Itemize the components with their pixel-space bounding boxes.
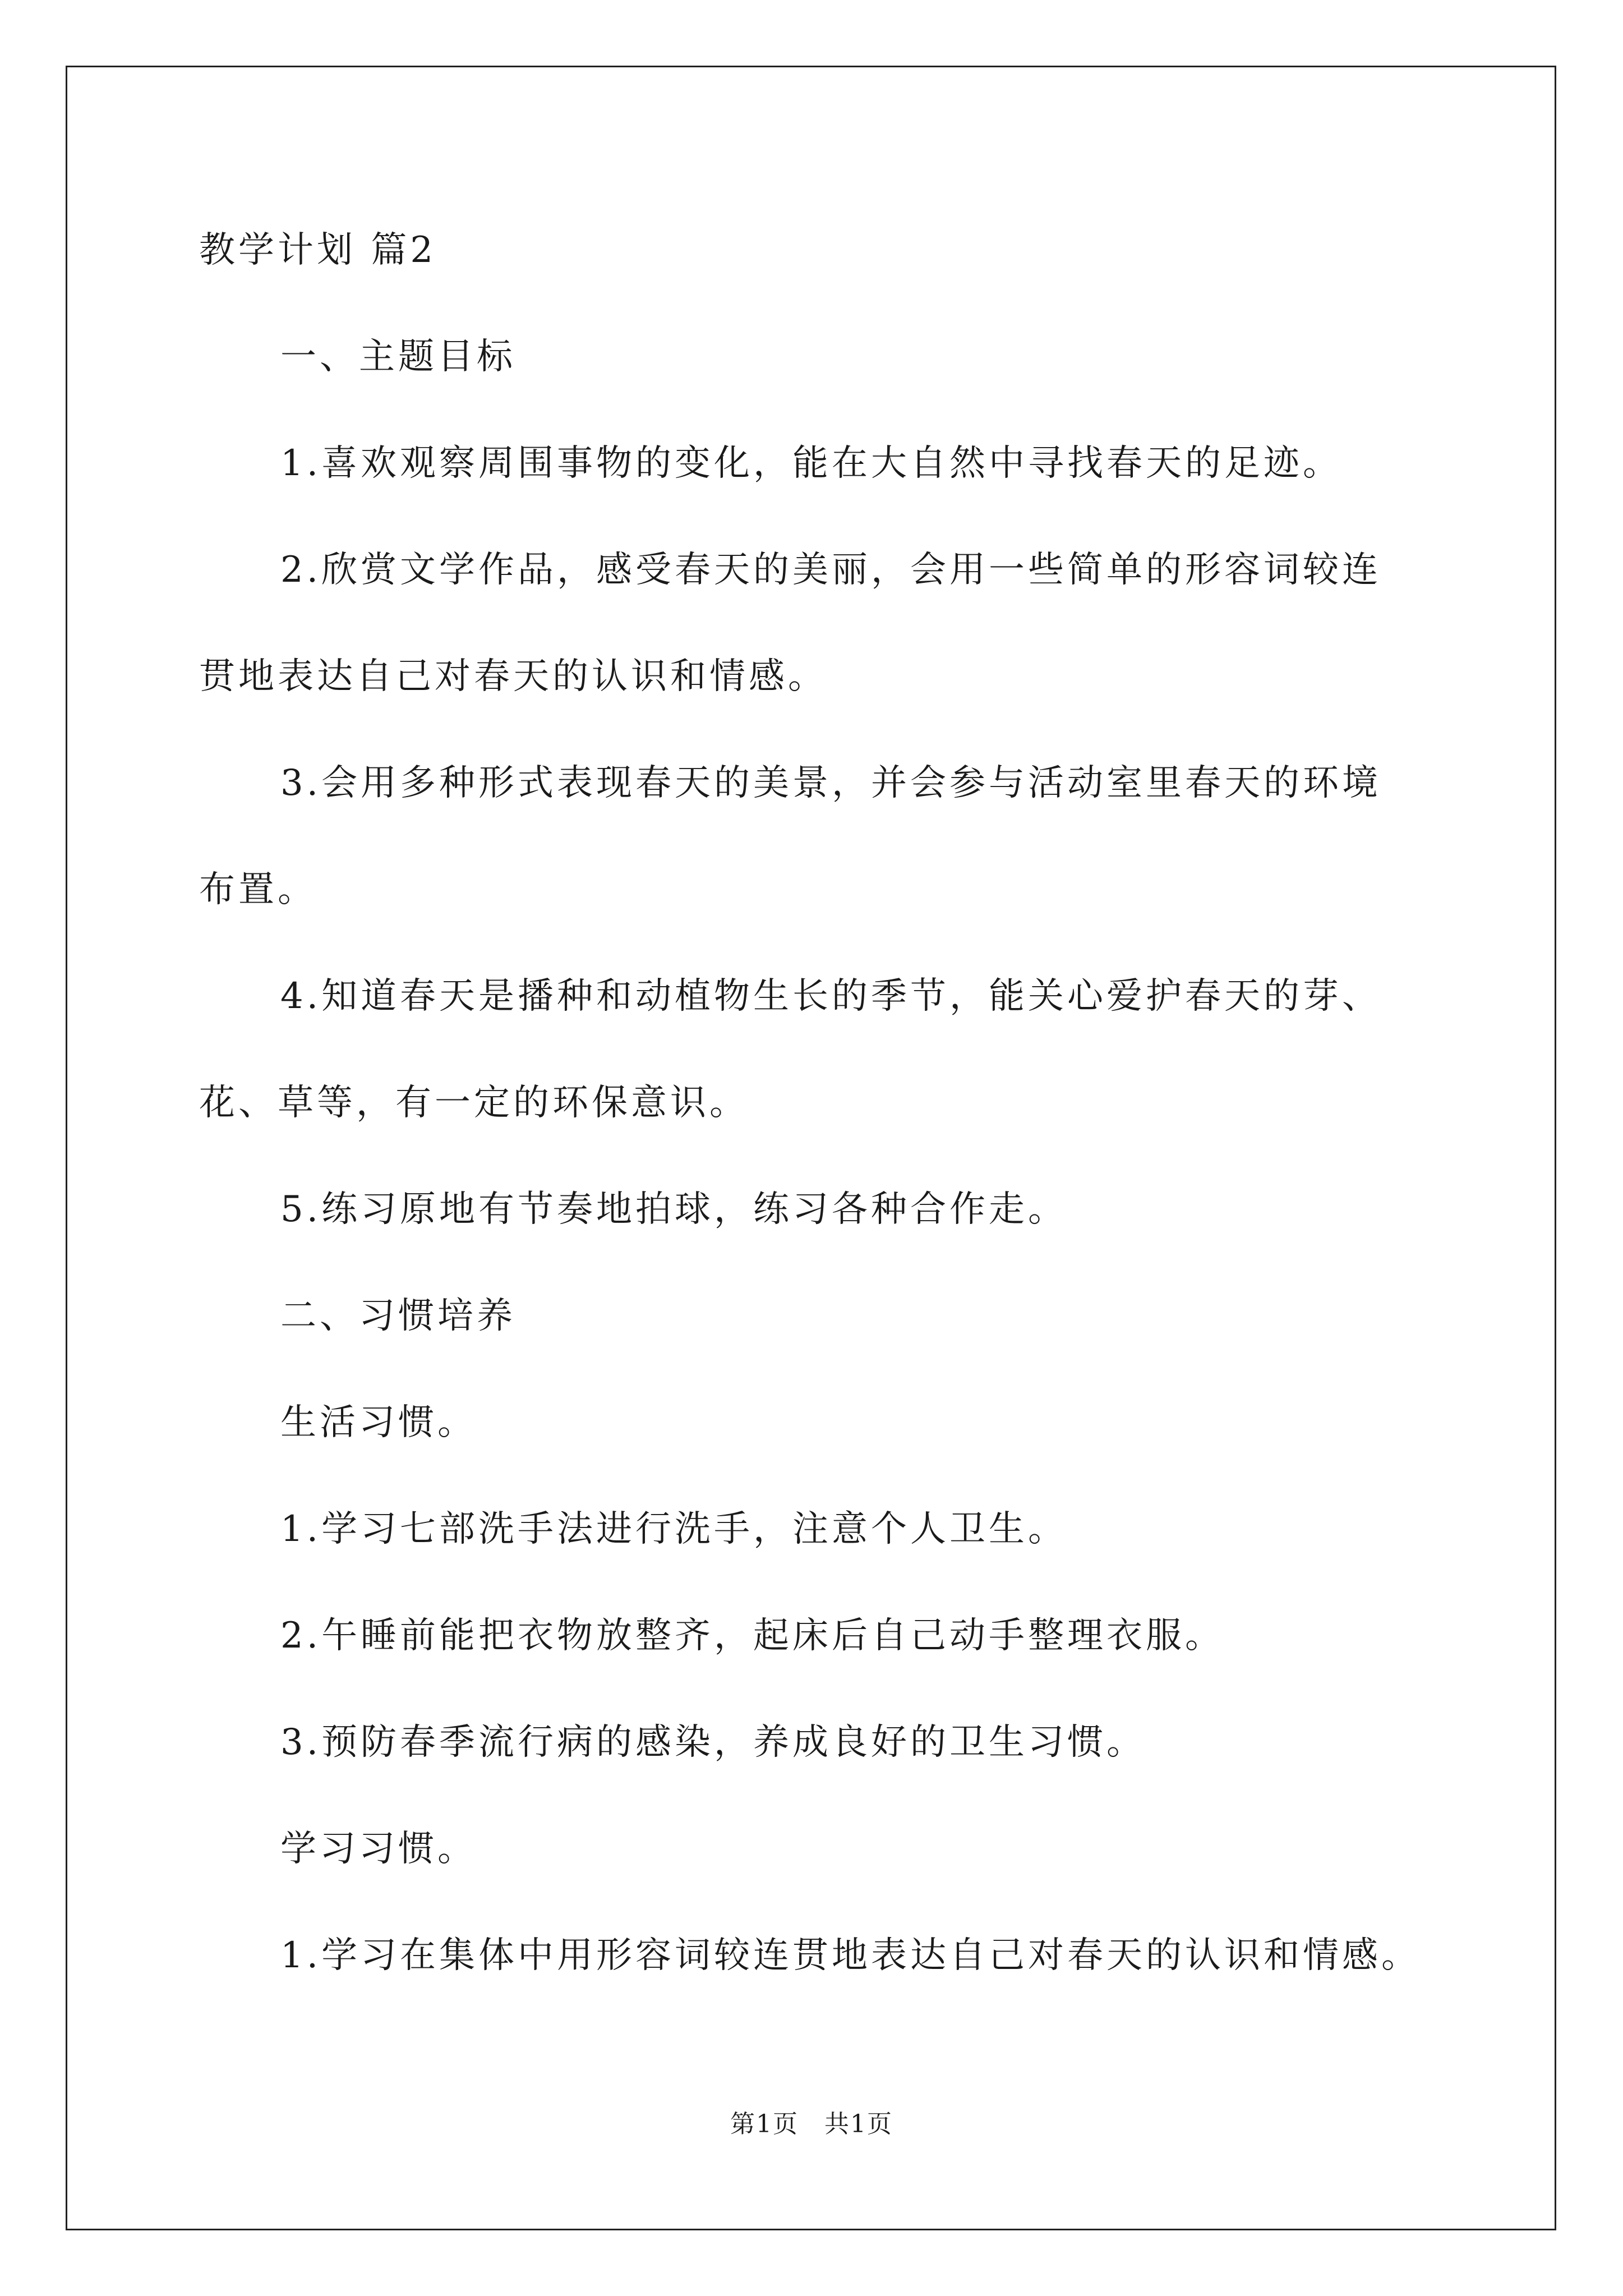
subheading-study-habits: 学习习惯。 [280, 1828, 477, 1870]
paragraph-line: 布置。 [199, 869, 317, 910]
paragraph-line: 5.练习原地有节奏地拍球，练习各种合作走。 [280, 1189, 1068, 1230]
subheading-life-habits: 生活习惯。 [280, 1402, 477, 1443]
paragraph-line: 1.学习在集体中用形容词较连贯地表达自己对春天的认识和情感。 [280, 1935, 1421, 1976]
section-heading-habits: 二、习惯培养 [280, 1295, 516, 1337]
page-border [66, 66, 1556, 2230]
page-number-footer: 第1页 共1页 [730, 2110, 893, 2138]
paragraph-line: 1.喜欢观察周围事物的变化，能在大自然中寻找春天的足迹。 [280, 443, 1343, 484]
paragraph-line: 贯地表达自己对春天的认识和情感。 [199, 656, 827, 697]
paragraph-line: 2.欣赏文学作品，感受春天的美丽，会用一些简单的形容词较连 [280, 549, 1382, 591]
paragraph-line: 3.会用多种形式表现春天的美景，并会参与活动室里春天的环境 [280, 762, 1382, 804]
paragraph-line: 1.学习七部洗手法进行洗手，注意个人卫生。 [280, 1508, 1068, 1550]
paragraph-line: 4.知道春天是播种和动植物生长的季节，能关心爱护春天的芽、 [280, 976, 1382, 1017]
document-title: 教学计划 篇2 [199, 229, 437, 271]
paragraph-line: 3.预防春季流行病的感染，养成良好的卫生习惯。 [280, 1722, 1146, 1763]
section-heading-theme-goals: 一、主题目标 [280, 336, 516, 378]
paragraph-line: 2.午睡前能把衣物放整齐，起床后自己动手整理衣服。 [280, 1615, 1225, 1657]
paragraph-line: 花、草等，有一定的环保意识。 [199, 1082, 749, 1124]
